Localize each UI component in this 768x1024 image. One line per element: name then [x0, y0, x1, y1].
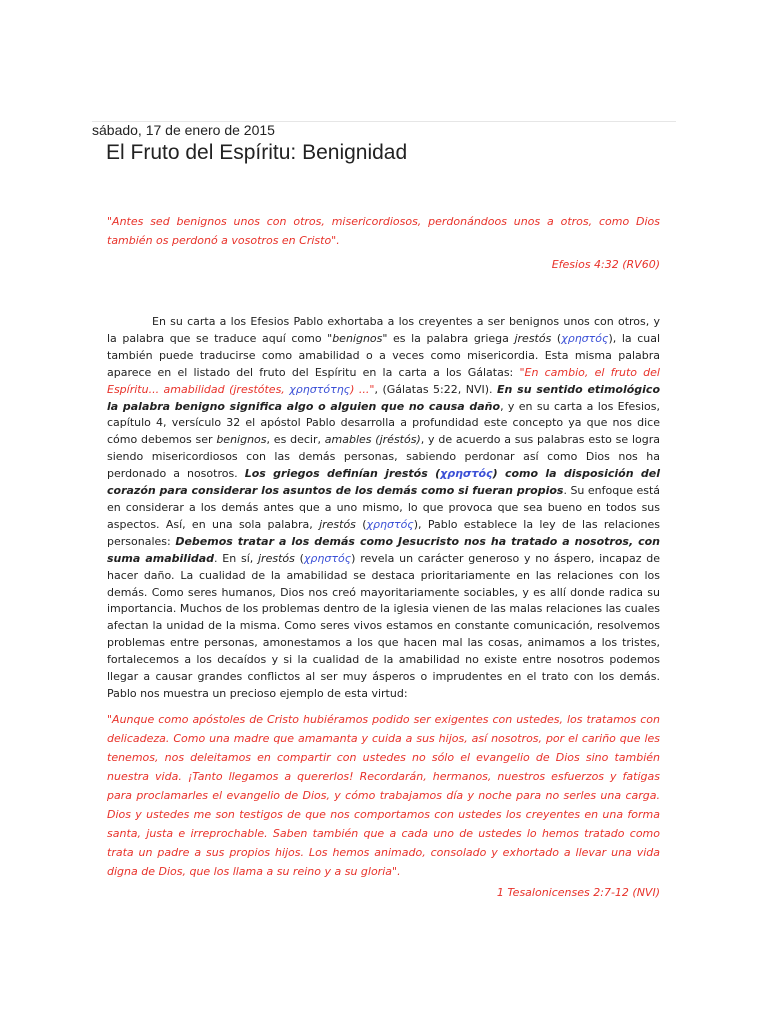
greek-word: χρηστός	[561, 331, 609, 345]
inline-quote: ) ..."	[350, 382, 375, 396]
emphasis-bold: Los griegos definían jrestós (	[244, 467, 441, 481]
greek-word: χρηστός	[303, 551, 352, 565]
text-run-italic: jrestós	[258, 551, 295, 565]
text-run: " es la palabra griega	[382, 331, 515, 345]
text-run: , y en su carta a los Efesios, capítulo 4, versículo 32 el apóstol Pablo desarrolla a profundidad este concepto ya que nos dice cómo debemos ser	[107, 399, 660, 447]
scripture-ref-ephesians: Efesios 4:32 (RV60)	[551, 258, 660, 271]
greek-word: χρηστότης	[289, 382, 351, 396]
text-run: ), la cual también puede traducirse como amabilidad o a veces como misericordia. Esta misma palabra aparece en el listado del fruto del Espíritu en la carta a los Gálatas:	[107, 331, 661, 379]
text-run: . En sí,	[214, 551, 258, 565]
post-title: El Fruto del Espíritu: Benignidad	[106, 141, 408, 164]
emphasis-bold: Debemos tratar a los demás como Jesucristo nos ha tratado a nosotros, con suma amabilidad	[107, 534, 661, 565]
text-run: , y de acuerdo a sus palabras esto se logra siendo misericordiosos con las demás personas, sabiendo perdonar así como Dios nos ha perdonado a nosotros.	[107, 433, 660, 481]
text-run-italic: amables (jréstós)	[324, 433, 421, 447]
scripture-ref-thessalonians: 1 Tesalonicenses 2:7-12 (NVI)	[496, 886, 660, 899]
emphasis-bold: ) como la disposición del corazón para considerar los asuntos de los demás como si fueran propios	[107, 467, 660, 498]
inline-quote: (jrestótes,	[224, 382, 290, 396]
text-run-italic: jrestós	[514, 331, 552, 345]
text-run: (	[355, 517, 367, 531]
greek-word: χρηστός	[366, 517, 414, 531]
text-run: , (Gálatas 5:22, NVI).	[374, 382, 497, 396]
text-run: (	[551, 331, 562, 345]
text-run-italic: benignos	[332, 331, 383, 345]
text-run: En su carta a los Efesios Pablo exhortaba a los creyentes a ser benignos unos con otros, y la palabra que se traduce aquí como "	[107, 315, 660, 345]
inline-quote: "En cambio, el fruto del Espíritu... amabilidad	[107, 365, 660, 396]
text-run: , es decir,	[266, 433, 325, 447]
emphasis-bold: En su sentido etimológico la palabra benigno significa algo o alguien que no causa daño	[107, 382, 661, 413]
post-date: sábado, 17 de enero de 2015	[92, 122, 275, 138]
body-paragraph	[107, 314, 660, 703]
scripture-quote-ephesians: "Antes sed benignos unos con otros, misericordiosos, perdonándoos unos a otros, como Dios también os perdonó a vosotros en Cristo".	[107, 215, 660, 247]
scripture-quote-thessalonians: "Aunque como apóstoles de Cristo hubiéramos podido ser exigentes con ustedes, los tratamos con delicadeza. Como una madre que amamanta y cuida a sus hijos, así nosotros, por el cariño que les tenemos, nos deleitamos en compartir con ustedes no sólo el evangelio de Dios sino también nuestra vida. ¡Tanto llegamos a quererlos! Recordarán, hermanos, nuestros esfuerzos y fatigas para proclamarles el evangelio de Dios, y cómo trabajamos día y noche para no serles una carga. Dios y ustedes me son testigos de que nos comportamos con ustedes los creyentes en una forma santa, justa e irreprochable. Saben también que a cada uno de ustedes lo hemos tratado como trata un padre a sus propios hijos. Los hemos animado, consolado y exhortado a llevar una vida digna de Dios, que los llama a su reino y a su gloria".	[107, 713, 660, 878]
text-run: ), Pablo establece la ley de las relaciones personales:	[107, 517, 660, 548]
greek-word: χρηστός	[440, 467, 493, 481]
text-run-italic: jrestós	[319, 517, 356, 531]
text-run-italic: benignos	[216, 433, 267, 447]
text-run: ) revela un carácter generoso y no áspero, incapaz de hacer daño. La cualidad de la amabilidad se destaca prioritariamente en las relaciones con los demás. Como seres humanos, Dios nos creó mayoritariamente sociables, y es allí donde radica su importancia. Muchos de los problemas dentro de la iglesia vienen de las malas relaciones las cuales afectan la unidad de la misma. Como seres vivos estamos en constante comunicación, resolvemos problemas entre personas, amonestamos a los que hacen mal las cosas, animamos a los tristes, fortalecemos a los decaídos y si la cualidad de la amabilidad no existe entre nosotros podemos llegar a causar grandes conflictos al ser muy ásperos o imprudentes en el trato con los demás. Pablo nos muestra un precioso ejemplo de esta virtud:	[107, 551, 660, 700]
text-run: (	[294, 551, 304, 565]
text-run: . Su enfoque está en considerar a los demás antes que a uno mismo, lo que provoca que sea bueno en todos sus aspectos. Así, en una sola palabra,	[107, 484, 661, 531]
